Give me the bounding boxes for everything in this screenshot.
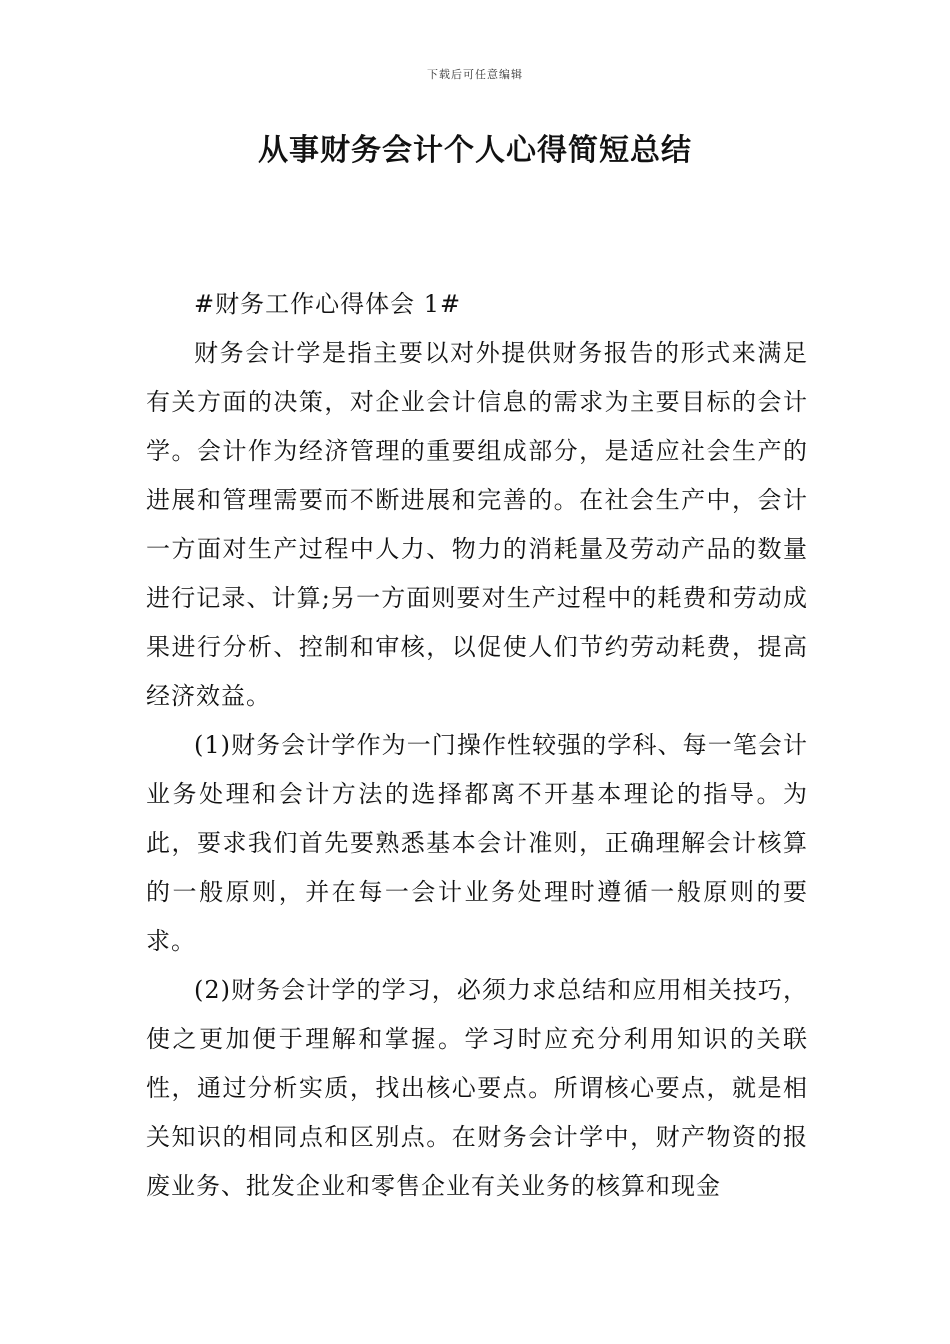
paragraph: 财务会计学是指主要以对外提供财务报告的形式来满足有关方面的决策，对企业会计信息的需求为主要目标的会计学。会计作为经济管理的重要组成部分，是适应社会生产的进展和管理需要而不断进展和完善的。在社会生产中，会计一方面对生产过程中人力、物力的消耗量及劳动产品的数量进行记录、计算;另一方面则要对生产过程中的耗费和劳动成果进行分析、控制和审核，以促使人们节约劳动耗费，提高经济效益。 xyxy=(146,339,808,710)
section-heading: #财务工作心得体会 1# xyxy=(194,290,462,318)
paragraph: (2)财务会计学的学习，必须力求总结和应用相关技巧，使之更加便于理解和掌握。学习时应充分利用知识的关联性，通过分析实质，找出核心要点。所谓核心要点，就是相关知识的相同点和区别点。在财务会计学中，财产物资的报废业务、批发企业和零售企业有关业务的核算和现金 xyxy=(146,976,808,1200)
paragraph: (1)财务会计学作为一门操作性较强的学科、每一笔会计业务处理和会计方法的选择都离不开基本理论的指导。为此，要求我们首先要熟悉基本会计准则，正确理解会计核算的一般原则，并在每一会计业务处理时遵循一般原则的要求。 xyxy=(146,731,808,955)
document-body xyxy=(146,280,808,1211)
header-note: 下载后可任意编辑 xyxy=(427,68,523,81)
document-title: 从事财务会计个人心得简短总结 xyxy=(258,133,692,168)
